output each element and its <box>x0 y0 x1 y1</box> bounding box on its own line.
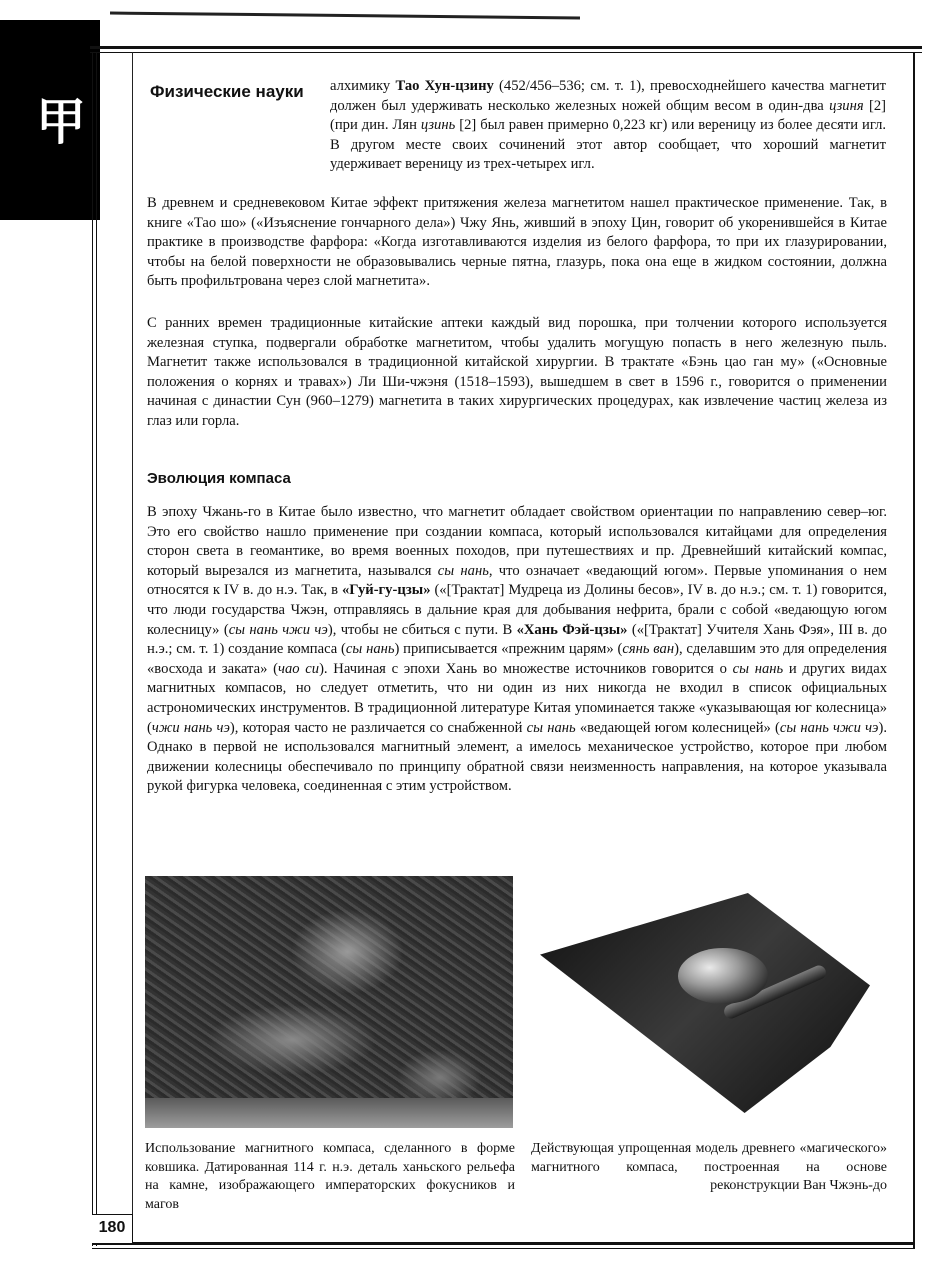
term: сы нань <box>345 641 395 658</box>
intro-text: (452/456–536; см. т. 1), превосходнейшего качества магнетит должен был удерживать несколько железных ножей общим весом в один-два <box>330 78 887 114</box>
paragraph-porcelain: В древнем и средневековом Китае эффект притяжения железа магнетитом нашел практическое применение. Так, в книге «Тао шо» («Изъяснение гончарного дела») Чжу Янь, живший в эпоху Цин, говорит об укоренившейся в Китае практике в производстве фарфора: «Когда изготавливаются изделия из белого фарфора, то при их глазурировании, чтобы на белой поверхности не образовывались черные пятна, глазурь, пока она еще в жидком состоянии, должна быть профильтрована через слой магнетита». <box>147 195 887 290</box>
term: сы нань <box>437 562 489 579</box>
frame-right-rule <box>913 52 915 1248</box>
subheading-compass-evolution: Эволюция компаса <box>147 470 291 487</box>
caption-relief: Использование магнитного компаса, сделанного в форме ковшика. Датированная 114 г. н.э. деталь ханьского рельефа на камне, изображающего императорских фокусников и магов <box>145 1141 515 1212</box>
frame-left-rule-inner <box>96 52 97 1246</box>
frame-bottom-rule-thin <box>92 1248 915 1249</box>
term: цзиня <box>829 97 864 114</box>
book-title: «Гуй-гу-цзы» <box>341 582 431 599</box>
page-number: 180 <box>98 1219 126 1236</box>
text-run: ), которая часто не различается со снабженной <box>229 719 527 736</box>
margin-rule <box>132 52 133 1242</box>
text-run: ) приписывается «прежним царям» ( <box>394 641 623 658</box>
term: чао си <box>277 660 320 677</box>
term: цзинь <box>420 117 456 134</box>
text-run: ). Начиная с эпохи Хань во множестве источников говорится о <box>319 660 733 677</box>
text-run: и других видах магнитных компасов, но следует отметить, что ни один из них никогда не входил в список официальных астрономических инструментов. В традиционной литературе Китая упоминается также «указывающая юг колесница» ( <box>147 660 887 736</box>
term: сы нань <box>526 719 576 736</box>
photo-stone-relief <box>145 876 513 1128</box>
compass-spoon <box>678 948 768 1004</box>
chapter-glyph: 甲 <box>36 93 86 151</box>
term: сянь ван <box>622 641 675 658</box>
intro-text: [2] (при дин. Лян <box>330 97 887 134</box>
text-run: («[Трактат] Мудреца из Долины бесов», IV в. до н.э.; см. т. 1) говорится, что люди государства Чжэн, отправляясь в дальние края для добывания нефрита, брали с собой «ведающую югом колесницу» ( <box>147 582 887 638</box>
term: сы нань <box>732 660 784 677</box>
text-run: ). Однако в первой не использовался магнитный элемент, а имелось механическое устройство, которое при любом движении колесницы обеспечивало по принципу обратной связи неизменность направления, на которое указывала рукой фигурка человека, соединенная с этим устройством. <box>147 719 887 795</box>
term: чжи нань чэ <box>151 719 230 736</box>
paragraph-medicine: С ранних времен традиционные китайские аптеки каждый вид порошка, при толчении которого используется железная ступка, подвергали обработке магнетитом, чтобы удалить могущую попасть в него железную пыль. Магнетит также использовался в традиционной китайской хирургии. В трактате «Бэнь цао ган му» («Основные положения о корнях и травах») Ли Ши-чжэня (1518–1593), вышедшем в свет в 1596 г., говорится о применении начиная с династии Сун (960–1279) магнетита в таких хирургических процедурах, как извлечение частиц железа из глаз или горла. <box>147 315 887 429</box>
text-run: В эпоху Чжань-го в Китае было известно, что магнетит обладает свойством ориентации по направлению север–юг. Это его свойство нашло применение при создании компаса, который использовался китайцами для определения сторон света в геомантике, во время военных походов, при путешествиях и пр. Древнейший китайский компас, который вырезался из магнетита, назывался <box>147 504 887 579</box>
photo-stone-relief-base <box>145 1098 513 1128</box>
text-run: , что означает «ведающий югом». Первые упоминания о нем относятся к IV в. до н.э. Так, в <box>147 562 887 599</box>
term: сы нань чжи чэ <box>228 621 328 638</box>
frame-bottom-rule <box>92 1242 915 1245</box>
section-header: Физические науки <box>150 82 304 101</box>
intro-paragraph <box>330 77 886 175</box>
top-rule <box>110 12 580 20</box>
frame-left-rule <box>92 52 93 1246</box>
term: сы нань чжи чэ <box>779 719 879 736</box>
text-run: («[Трактат] Учителя Хань Фэя», III в. до н.э.; см. т. 1) создание компаса ( <box>147 621 887 658</box>
intro-text: алхимику <box>330 78 396 94</box>
paragraph-compass <box>147 503 887 797</box>
book-title: «Хань Фэй-цзы» <box>516 621 628 638</box>
person-name: Тао Хун-цзину <box>395 78 494 94</box>
text-run: «ведающей югом колесницей» ( <box>575 719 780 736</box>
intro-text: [2] был равен примерно 0,223 кг) или вереницу из более десяти игл. В другом месте своих сочинений этот автор сообщает, что хороший магнетит удерживает вереницу из трех-четырех игл. <box>330 117 886 173</box>
caption-compass-model: Действующая упрощенная модель древнего «магического» магнитного компаса, построенная на основе реконструкции Ван Чжэнь-до <box>531 1141 887 1193</box>
text-run: ), чтобы не сбиться с пути. В <box>327 621 517 638</box>
text-run: ), сделавшим это для определения «восхода и заката» ( <box>147 641 887 677</box>
frame-top-rule-thin <box>90 52 922 53</box>
frame-top-rule <box>90 46 922 49</box>
